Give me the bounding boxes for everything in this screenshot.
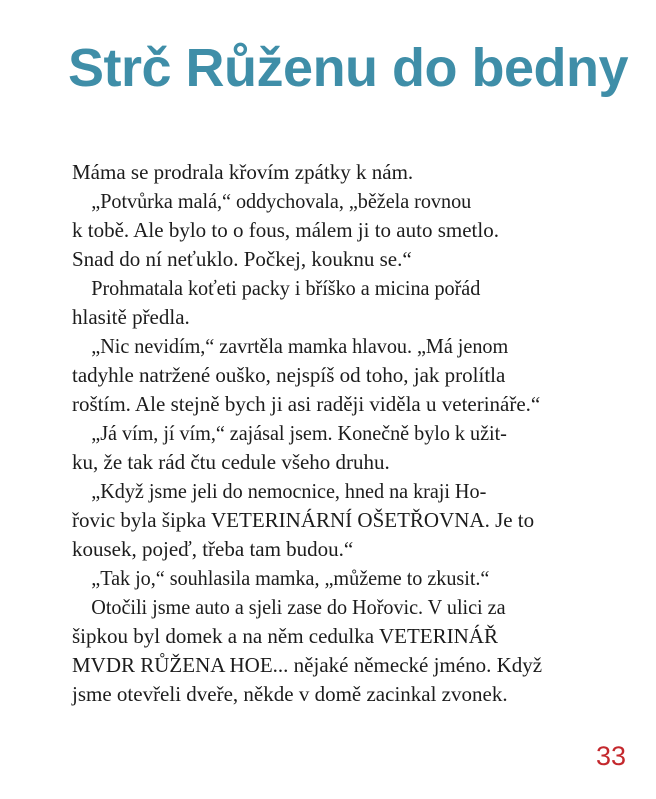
text-line: Otočili jsme auto a sjeli zase do Hořovic. V ulici za [91,595,506,619]
text-line: „Já vím, jí vím,“ zajásal jsem. Konečně bylo k užit- [91,421,507,445]
text-line: ku, že tak rád čtu cedule všeho druhu. [72,450,390,474]
text-line: „Nic nevidím,“ zavrtěla mamka hlavou. „Má jenom [91,334,509,358]
text-line: Máma se prodrala křovím zpátky k nám. [72,160,414,184]
text-line: kousek, pojeď, třeba tam budou.“ [72,537,354,561]
text-line: k tobě. Ale bylo to o fous, málem ji to auto smetlo. [72,218,499,242]
text-line: MVDR RŮŽENA HOE... nějaké německé jméno. Když [72,653,543,677]
text-line: „Když jsme jeli do nemocnice, hned na kraji Ho- [91,479,487,503]
text-line: Prohmatala koťeti packy i bříško a micina pořád [91,276,481,300]
text-line: „Potvůrka malá,“ oddychovala, „běžela rovnou [91,189,472,213]
page-title: Strč Růženu do bedny [68,38,629,98]
text-line: šipkou byl domek a na něm cedulka VETERINÁŘ [72,624,498,648]
body-text [72,158,612,709]
text-line: roštím. Ale stejně bych ji asi raději viděla u veterináře.“ [72,392,541,416]
text-line: „Tak jo,“ souhlasila mamka, „můžeme to zkusit.“ [91,566,490,590]
text-line: tadyhle natržené ouško, nejspíš od toho, jak prolítla [72,363,506,387]
text-line: řovic byla šipka VETERINÁRNÍ OŠETŘOVNA. Je to [72,508,535,532]
text-line: Snad do ní neťuklo. Počkej, kouknu se.“ [72,247,412,271]
page-number: 33 [595,741,626,771]
text-line: jsme otevřeli dveře, někde v domě zacinkal zvonek. [72,682,508,706]
text-line: hlasitě předla. [72,305,190,329]
